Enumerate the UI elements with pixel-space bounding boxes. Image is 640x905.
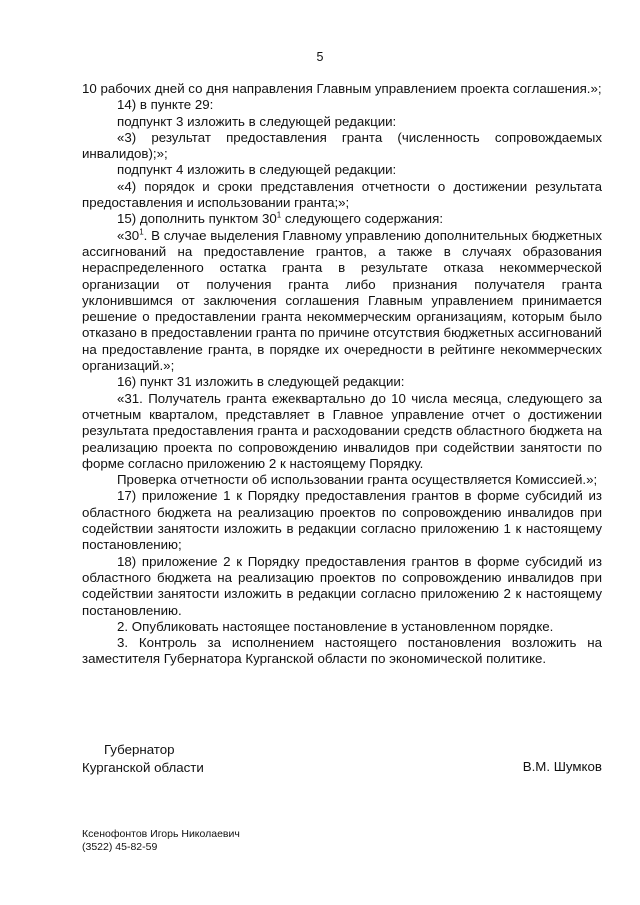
paragraph-16: 16) пункт 31 изложить в следующей редакции: (117, 374, 405, 390)
signatory-region: Курганской области (82, 760, 204, 775)
paragraph-18: 18) приложение 2 к Порядку предоставления грантов в форме субсидий из областного бюджета на реализацию проектов по сопровождению инвалидов при содействии занятости изложить в редакции согласно приложению 2 к настоящему постановлению. (82, 553, 602, 618)
paragraph-continuation: 10 рабочих дней со дня направления Главным управлением проекта соглашения.»; (82, 81, 602, 96)
paragraph-2: 2. Опубликовать настоящее постановление в установленном порядке. (117, 618, 554, 634)
paragraph-14-sub3: подпункт 3 изложить в следующей редакции: (117, 113, 397, 129)
paragraph-17: 17) приложение 1 к Порядку предоставления грантов в форме субсидий из областного бюджета на реализацию проектов по сопровождению инвалидов при содействии занятости изложить в редакции согласно приложению 1 к настоящему постановлению; (82, 488, 602, 553)
paragraph-14-sub3-text: «3) результат предоставления гранта (численность сопровождаемых инвалидов);»; (82, 129, 602, 162)
paragraph-15: 15) дополнить пунктом $30^1$ следующего содержания: (117, 210, 444, 227)
page-number: 5 (316, 50, 324, 64)
signatory-position: Губернатор (104, 742, 175, 757)
signatory-name: В.М. Шумков (522, 759, 602, 774)
paragraph-14-sub4-text: «4) порядок и сроки представления отчетности о достижении результата предоставления и использовании гранта;»; (82, 178, 602, 211)
executor-name: Ксенофонтов Игорь Николаевич (82, 828, 240, 840)
executor-phone: (3522) 45-82-59 (82, 841, 158, 853)
paragraph-16-text-2: Проверка отчетности об использовании гранта осуществляется Комиссией.»; (117, 472, 598, 488)
paragraph-15-text: «$30^1$. В случае выделения Главному управлению дополнительных бюджетных ассигнований на предоставление грантов, а также в случаях образования нераспределенного остатка гранта в результате отказа некоммерческой организации от получения гранта либо признания получателя гранта уклонившимся от заключения соглашения Главным управлением принимается решение о предоставлении гранта некоммерческим организациям, которым было отказано в предоставлении гранта по причине отсутствия бюджетных ассигнований на предоставление гранта, в порядке их очередности в рейтинге некоммерческих организаций.»; (82, 227, 602, 374)
paragraph-3: 3. Контроль за исполнением настоящего постановления возложить на заместителя Губернатора Курганской области по экономической политике. (82, 635, 602, 667)
paragraph-14-sub4: подпункт 4 изложить в следующей редакции: (117, 162, 397, 178)
signatory-title (82, 741, 204, 777)
document-body (82, 81, 602, 668)
paragraph-16-text: «31. Получатель гранта ежеквартально до 10 числа месяца, следующего за отчетным кварталом, представляет в Главное управление отчет о достижении результата предоставления гранта и расходовании средств областного бюджета на реализацию проекта по сопровождению инвалидов при содействии занятости по форме согласно приложению 2 к настоящему Порядку. (82, 390, 602, 471)
paragraph-14: 14) в пункте 29: (117, 97, 214, 113)
executor-contact (82, 828, 240, 854)
